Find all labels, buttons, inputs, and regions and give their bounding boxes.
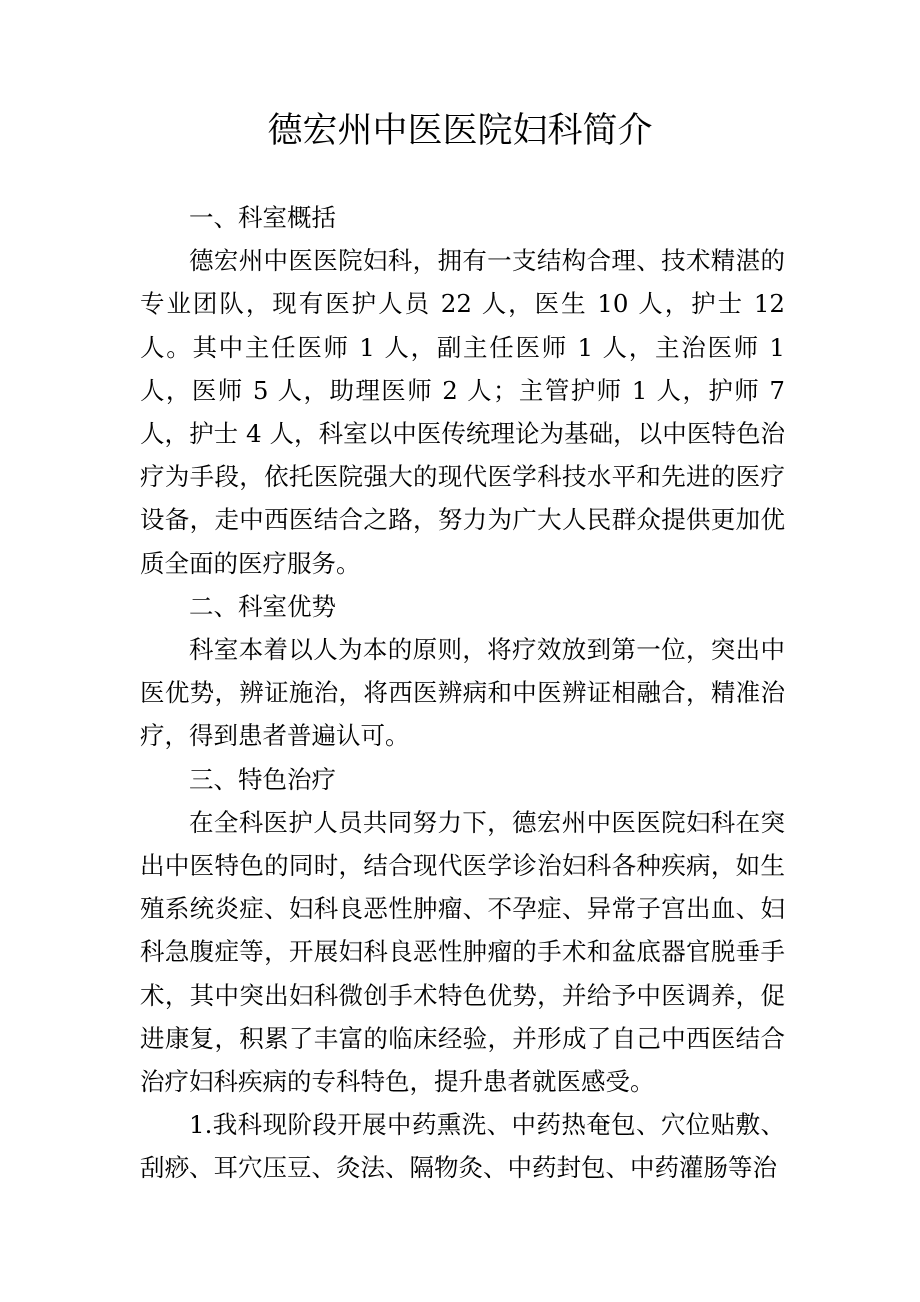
document-body (140, 196, 785, 1190)
overview-paragraph: 德宏州中医医院妇科，拥有一支结构合理、技术精湛的专业团队，现有医护人员 22 人，医生 10 人，护士 12 人。其中主任医师 1 人，副主任医师 1 人，主治医师 1 人，医师 5 人，助理医师 2 人；主管护师 1 人，护师 7 人，护士 4 人，科室以中医传统理论为基础，以中医特色治疗为手段，依托医院强大的现代医学科技水平和先进的医疗设备，走中西医结合之路，努力为广大人民群众提供更加优质全面的医疗服务。 (140, 246, 785, 578)
section-heading-advantages: 二、科室优势 (189, 591, 336, 621)
treatment-list-paragraph: 1.我科现阶段开展中药熏洗、中药热奄包、穴位贴敷、刮痧、耳穴压豆、灸法、隔物灸、中药封包、中药灌肠等治 (140, 1110, 785, 1183)
section-heading-special-treatment: 三、特色治疗 (189, 764, 336, 794)
special-treatment-paragraph: 在全科医护人员共同努力下，德宏州中医医院妇科在突出中医特色的同时，结合现代医学诊治妇科各种疾病，如生殖系统炎症、妇科良恶性肿瘤、不孕症、异常子宫出血、妇科急腹症等，开展妇科良恶性肿瘤的手术和盆底器官脱垂手术，其中突出妇科微创手术特色优势，并给予中医调养，促进康复，积累了丰富的临床经验，并形成了自己中西医结合治疗妇科疾病的专科特色，提升患者就医感受。 (140, 807, 785, 1097)
section-heading-overview: 一、科室概括 (189, 203, 336, 232)
document-title: 德宏州中医医院妇科简介 (267, 111, 653, 151)
advantages-paragraph: 科室本着以人为本的原则，将疗效放到第一位，突出中医优势，辨证施治，将西医辨病和中医辨证相融合，精准治疗，得到患者普遍认可。 (140, 635, 785, 751)
